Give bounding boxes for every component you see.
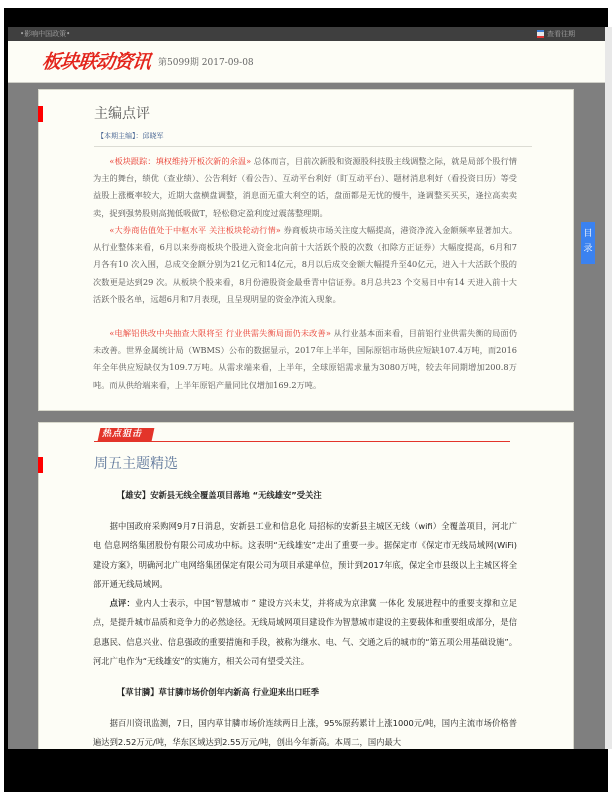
editor-label: 【本期主编】 [97, 132, 136, 140]
tagline: •影响中国政策• [20, 30, 71, 38]
toc-label-2: 录 [583, 244, 593, 254]
comment-text: 业内人士表示，中国“智慧城市 ” 建设方兴未艾，并将成为京津冀 一体化 发展进程中的重要支撑和立足点，是提升城市品质和竞争力的必然途径。无线局域网项目建设作为智慧城市建设的主要载体和重要组成部分，是信息惠民、信息兴业、信息强政的重要措施和手段，被称为继水、电、气、交通之后的城市的“第五项公用基础设施”。河北广电作为“无线雄安”的实施方，相关公司有望受关注。 [93, 598, 517, 667]
bottom-frame [4, 749, 608, 792]
hot-tag-label: 热点狙击 [102, 429, 143, 439]
view-past-issues-link[interactable] [537, 29, 575, 39]
view-past-issues-label: 查看往期 [547, 30, 575, 38]
calendar-icon [537, 30, 544, 38]
article-title: 【雄安】安新县无线全覆盖项目落地 “无线雄安”受关注 [117, 490, 322, 500]
hot-divider [94, 441, 510, 442]
editor-credit [97, 131, 164, 141]
toc-label-1: 目 [583, 229, 593, 239]
divider [94, 146, 532, 147]
newsletter-logo: 板块联动资讯 [40, 51, 152, 73]
commentary-paragraph [93, 153, 517, 222]
section-title: 主编点评 [94, 106, 150, 122]
section-title: 周五主题精选 [94, 456, 178, 472]
top-bar [8, 27, 605, 41]
table-of-contents-tab[interactable] [581, 222, 595, 264]
commentary-body: 券商板块市场关注度大幅提高，港资净流入金额频率显著加大。从行业整体来看，6月以来券商板块个股进入资金北向前十大活跃个股的次数（扣除方正证券）大幅度提高，6月和7月各有10 次入围，总成交金额分别为21亿元和14亿元，8月以后成交金额大幅提升至40亿元，进入十大活跃个股的次数更是达到29 次。从板块个股来看，8月份港股资金最垂青中信证券。8月总共23 个交易日中有14 天进入前十大活跃个股名单，远超6月和7月表现，且呈现明显的资金净流入现象。 [93, 225, 518, 304]
commentary-body: 从行业基本面来看，目前铝行业供需失衡的局面仍未改善。世界金属统计局（WBMS）公布的数据显示，2017年上半年，国际原铝市场供应短缺107.4万吨，而2016年全年供应短缺仅为109.7万吨。从需求端来看，上半年，全球原铝需求量为3080万吨，较去年同期增加200.8万吨。而从供给端来看，上半年原铝产量同比仅增加169.2万吨。 [93, 328, 517, 390]
editor-name: 邱晓军 [142, 132, 164, 140]
commentary-headline-link[interactable]: «大券商估值处于中枢水平 关注板块轮动行情» [109, 225, 281, 235]
commentary-headline-link[interactable]: «电解铝供改中央抽查大限将至 行业供需失衡局面仍未改善» [109, 328, 331, 338]
article-paragraph: 据中国政府采购网9月7日消息，安新县工业和信息化 局招标的安新县主城区无线（wifi）全覆盖项目，河北广电 信息网络集团股份有限公司成功中标。这表明“无线雄安”走出了重要一步。据保定市《保定市无线局域网(WiFi)建设方案》，明确河北广电网络集团保定有限公司为项目承建单位，预计到2017年底，保定全市县级以上主城区将全部开通无线局域网。 [93, 521, 517, 590]
comment-label: 点评： [109, 598, 135, 608]
article-title: 【草甘膦】草甘膦市场价创年内新高 行业迎来出口旺季 [117, 687, 320, 697]
page-scrollbar[interactable] [605, 27, 612, 749]
commentary-paragraph [93, 325, 517, 394]
section-marker [38, 457, 43, 473]
article-paragraph: 据百川资讯监测，7日，国内草甘膦市场价连续两日上涨，95%原药累计上涨1000元/吨，国内主流市场价格普遍达到2.52万元/吨，华东区域达到2.55万元/吨，创出今年新高。本周二，国内最大 [93, 718, 517, 748]
article-comment [93, 594, 517, 672]
section-marker [38, 106, 43, 122]
commentary-headline-link[interactable]: «板块跟踪：填权维持开板次新的余温» [109, 156, 252, 166]
commentary-paragraph [93, 222, 517, 308]
commentary-body: 总体而言，目前次新股和资源股科技股主线调整之际，就是局部个股行情为主的舞台，绩优（查业绩）、公告利好（看公告）、互动平台利好（盯互动平台）、题材消息利好（看投资日历）等受益股上涨概率较大，近期大盘横盘调整，消息面无重大利空的话，盘面都是无忧的慢牛，逢调整买买买，逢拉高卖卖卖，捉到强势股则高抛低吸做T，轻松稳定盈利度过震荡整理期。 [93, 156, 517, 218]
editor-separator: ： [135, 132, 143, 140]
issue-number-date: 第5099期 2017-09-08 [158, 58, 254, 68]
